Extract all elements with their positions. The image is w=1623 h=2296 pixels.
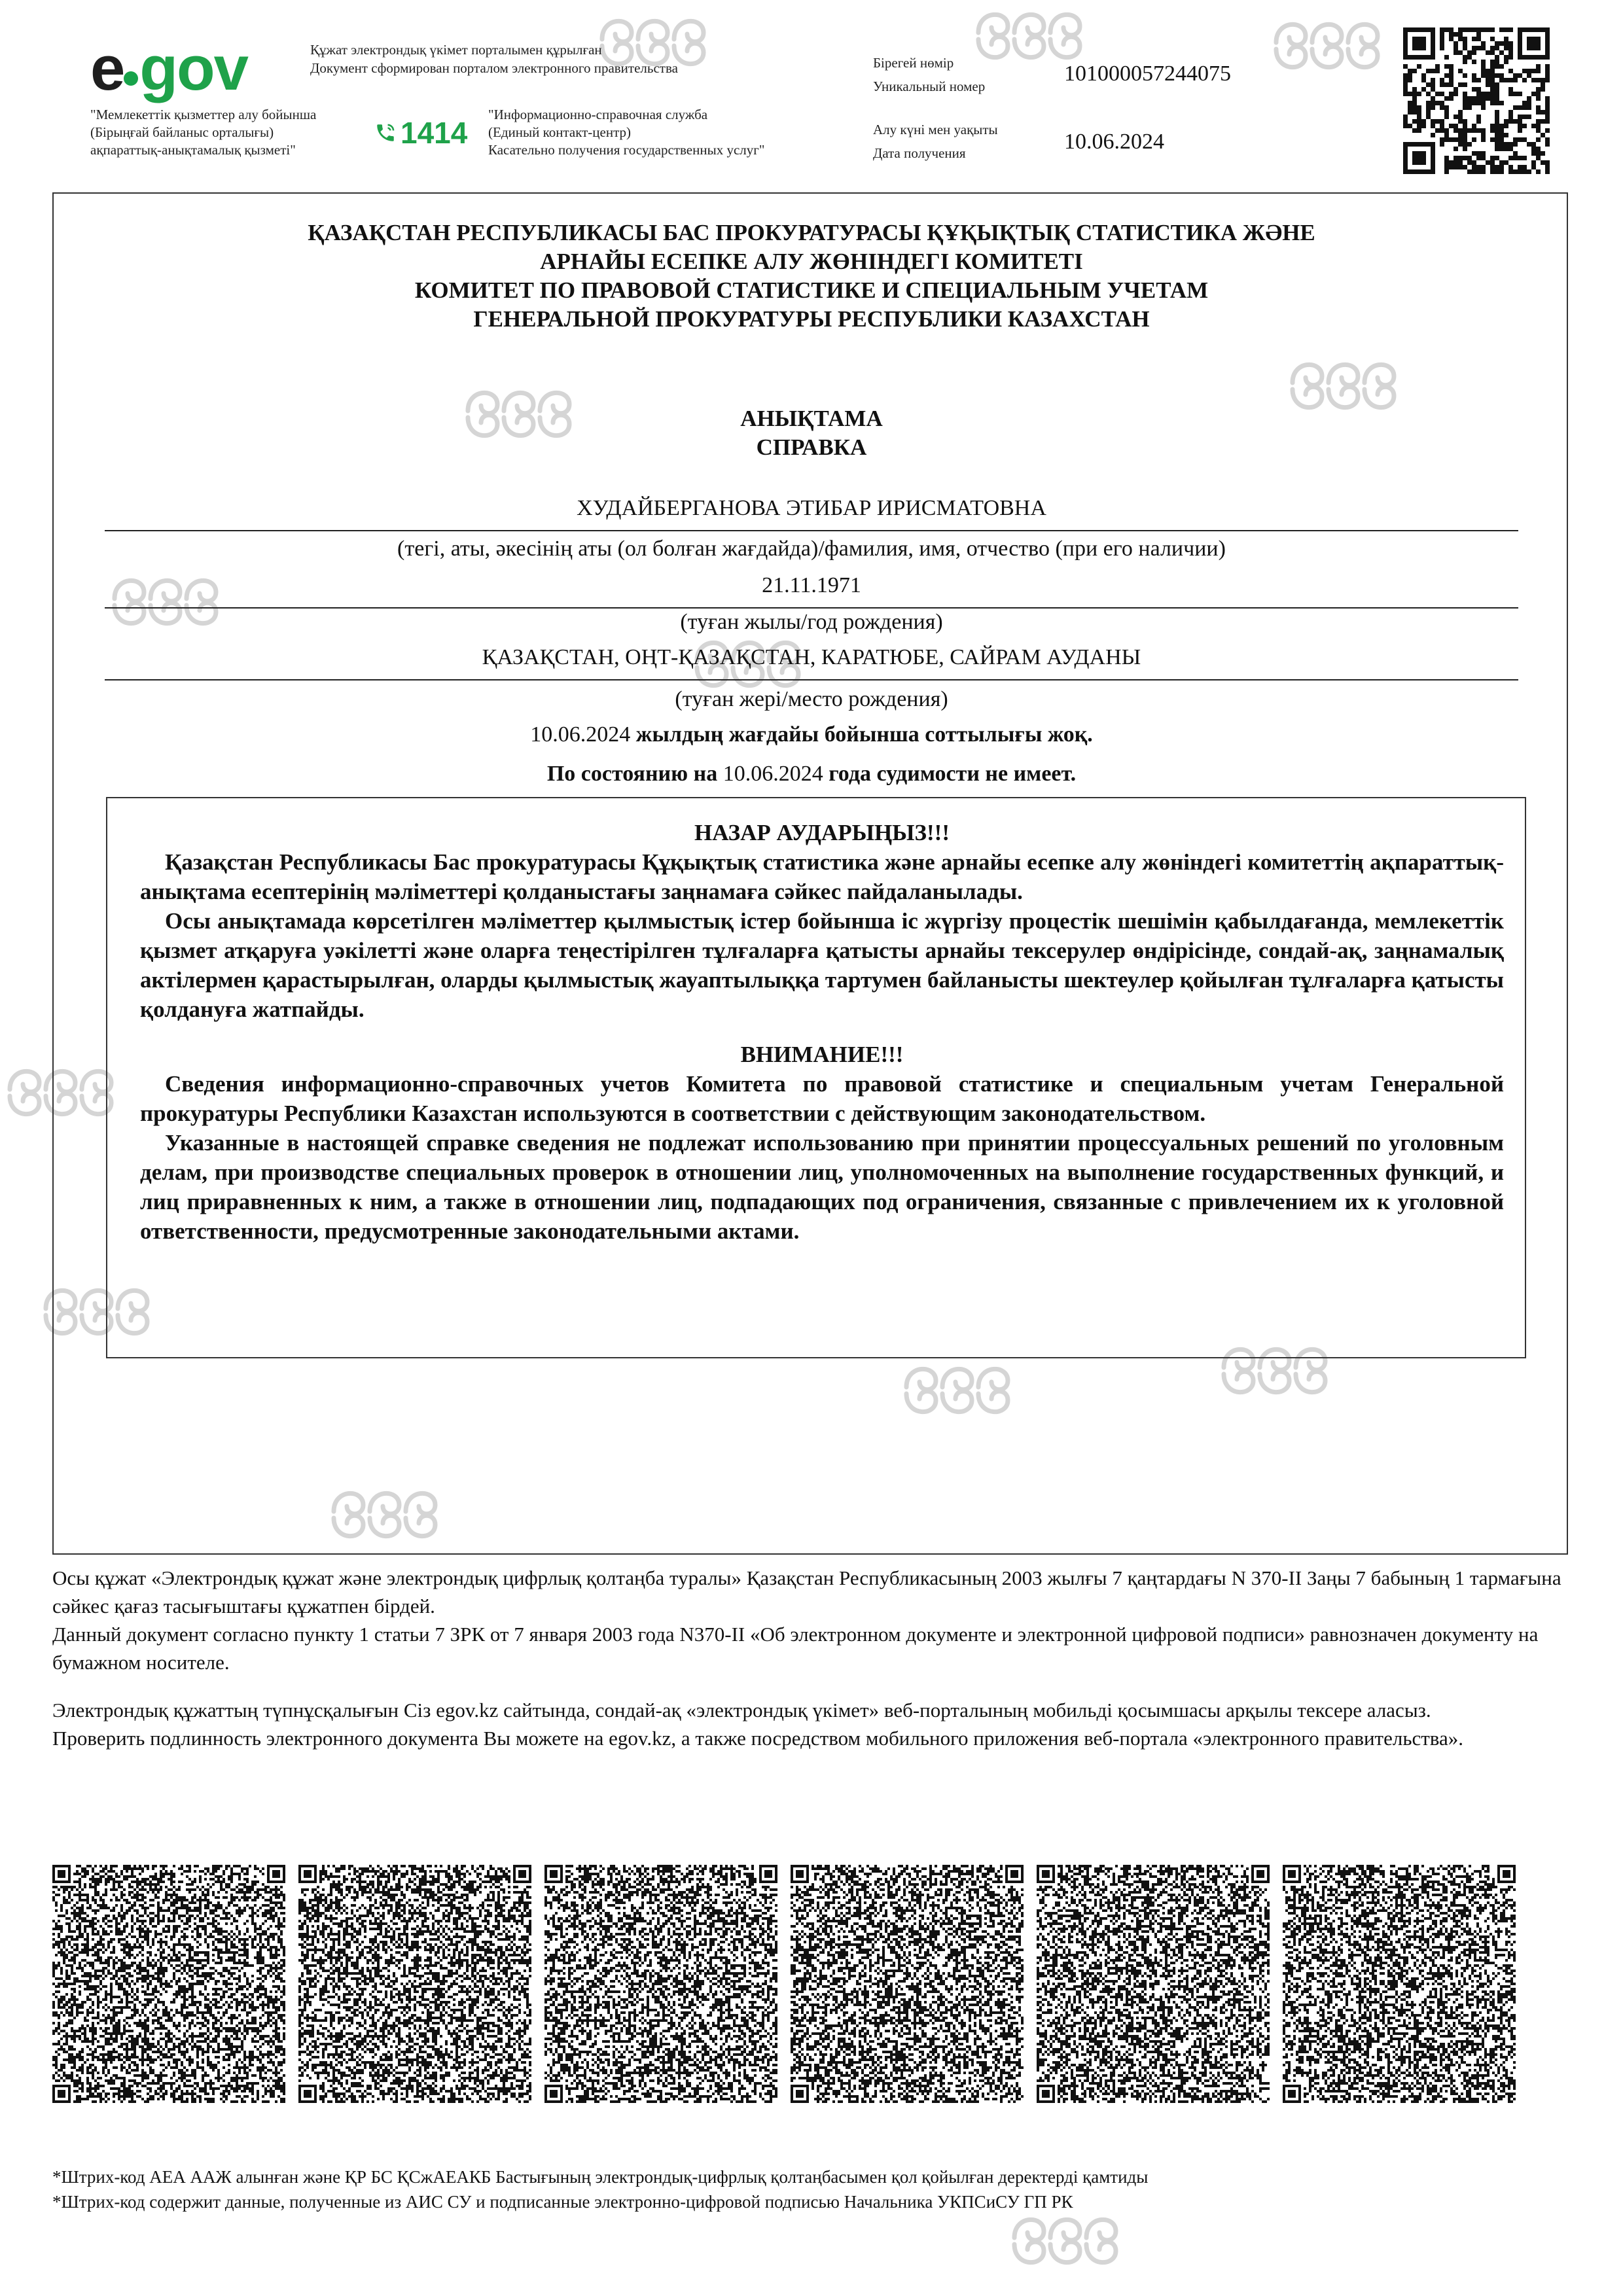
2d-barcode-icon xyxy=(791,1865,1024,2104)
issuer-title-line-2: АРНАЙЫ ЕСЕПКЕ АЛУ ЖӨНІНДЕГІ КОМИТЕТІ xyxy=(151,247,1472,276)
issuer-title-line-4: ГЕНЕРАЛЬНОЙ ПРОКУРАТУРЫ РЕСПУБЛИКИ КАЗАХСТАН xyxy=(151,305,1472,334)
birth-place: ҚАЗАҚСТАН, ОҢТ-ҚАЗАҚСТАН, КАРАТЮБЕ, САЙРАМ АУДАНЫ xyxy=(105,645,1518,670)
service-ru-line-1: "Информационно-справочная служба xyxy=(488,106,764,124)
full-name-caption: (тегі, аты, әкесінің аты (ол болған жағдайда)/фамилия, имя, отчество (при его наличии) xyxy=(105,537,1518,561)
issuer-title-line-3: КОМИТЕТ ПО ПРАВОВОЙ СТАТИСТИКЕ И СПЕЦИАЛЬНЫМ УЧЕТАМ xyxy=(151,276,1472,305)
legal-notice-ru: Данный документ согласно пункту 1 статьи 7 ЗРК от 7 января 2003 года N370-II «Об электронном документе и электронной цифровой подписи» равнозначен документу на бумажном носителе. xyxy=(52,1620,1564,1676)
qr-code-icon xyxy=(1403,27,1550,174)
notice-heading-ru: ВНИМАНИЕ!!! xyxy=(140,1040,1504,1069)
verification-notice xyxy=(52,1696,1564,1752)
notice-heading-kk: НАЗАР АУДАРЫҢЫЗ!!! xyxy=(140,818,1504,847)
2d-barcode-icon xyxy=(544,1865,777,2104)
name-underline xyxy=(105,530,1518,531)
status-kk-date: 10.06.2024 xyxy=(530,722,630,747)
receipt-date-value: 10.06.2024 xyxy=(1064,130,1164,154)
2d-barcode-icon xyxy=(1037,1865,1270,2104)
ornament-watermark-icon xyxy=(592,7,710,79)
birth-place-caption: (туған жері/место рождения) xyxy=(105,687,1518,712)
service-kk-line-1: "Мемлекеттік қызметтер алу бойынша xyxy=(90,106,316,124)
ornament-watermark-icon xyxy=(1005,2205,1122,2277)
record-status-ru xyxy=(105,762,1518,786)
document-type-kk: АНЫҚТАМА xyxy=(151,404,1472,433)
issuer-title-line-1: ҚАЗАҚСТАН РЕСПУБЛИКАСЫ БАС ПРОКУРАТУРАСЫ ҚҰҚЫҚТЫҚ СТАТИСТИКА ЖӘНЕ xyxy=(151,219,1472,247)
service-kk-line-2: (Бірыңғай байланыс орталығы) xyxy=(90,124,316,141)
document-type-ru: СПРАВКА xyxy=(151,433,1472,462)
ornament-watermark-icon xyxy=(969,0,1086,72)
logo-e: e xyxy=(90,33,124,105)
status-kk-text: жылдың жағдайы бойынша соттылығы жоқ. xyxy=(630,722,1093,747)
logo-dot xyxy=(124,71,138,86)
egov-logo xyxy=(90,33,247,105)
portal-caption-ru: Документ сформирован порталом электронного правительства xyxy=(310,59,678,77)
service-ru-line-3: Касательно получения государственных услуг" xyxy=(488,141,764,159)
record-status-kk xyxy=(105,722,1518,747)
status-ru-post: года судимости не имеет. xyxy=(823,762,1076,786)
contact-phone xyxy=(374,115,467,150)
phone-icon xyxy=(374,122,397,144)
barcode-footnote xyxy=(52,2164,1148,2214)
notice-paragraph-ru-2: Указанные в настоящей справке сведения не подлежат использованию при принятии процессуальных решений по уголовным делам, при производстве специальных проверок в отношении лиц, уполномоченных на выполнение государственных функций, и лиц приравненных к ним, а также в отношении лиц, подпадающих под ограничения, связанные с привлечением их к уголовной ответственности, предусмотренные законодательными актами. xyxy=(140,1128,1504,1246)
portal-caption-kk: Құжат электрондық үкімет порталымен құрылған xyxy=(310,41,678,59)
service-caption-kk xyxy=(90,106,316,159)
birth-date-caption: (туған жылы/год рождения) xyxy=(105,610,1518,635)
receipt-date-label xyxy=(873,118,998,165)
verification-notice-kk: Электрондық құжаттың түпнұсқалығын Сіз egov.kz сайтында, сондай-ақ «электрондық үкімет» веб-порталының мобильді қосымшасы арқылы тексере аласыз. xyxy=(52,1696,1564,1724)
unique-number-value: 101000057244075 xyxy=(1064,62,1231,86)
unique-label-kk: Бірегей нөмір xyxy=(873,51,985,75)
service-kk-line-3: ақпараттық-анықтамалық қызметі" xyxy=(90,141,316,159)
phone-number: 1414 xyxy=(401,115,467,150)
date-label-ru: Дата получения xyxy=(873,141,998,165)
notice-paragraph-kk-2: Осы анықтамада көрсетілген мәліметтер қылмыстық істер бойынша іс жүргізу процестік шешімін қабылдағанда, мемлекеттік қызмет атқаруға уәкілетті және оларға теңестірілген тұлғаларға қатысты арнайы тексерулер өндірісінде, сондай-ақ, заңнамалық актілермен қарастырылған, оларды қылмыстық жауаптылыққа тартумен байланысты шектеулер қойылған тұлғаларға қатысты қолдануға жатпайды. xyxy=(140,906,1504,1024)
status-ru-date: 10.06.2024 xyxy=(723,762,823,786)
service-ru-line-2: (Единый контакт-центр) xyxy=(488,124,764,141)
birth-date: 21.11.1971 xyxy=(105,573,1518,598)
ornament-watermark-icon xyxy=(1266,10,1384,82)
notice-text xyxy=(140,818,1504,1246)
birth-date-underline xyxy=(105,607,1518,609)
verification-notice-ru: Проверить подлинность электронного документа Вы можете на egov.kz, а также посредством мобильного приложения веб-портала «электронного правительства». xyxy=(52,1724,1564,1752)
legal-notice-kk: Осы құжат «Электрондық құжат және электрондық цифрлық қолтаңба туралы» Қазақстан Республикасының 2003 жылғы 7 қаңтардағы N 370-II Заңы 7 бабының 1 тармағына сәйкес қағаз тасығыштағы құжатпен бірдей. xyxy=(52,1564,1564,1620)
date-label-kk: Алу күні мен уақыты xyxy=(873,118,998,141)
2d-barcode-icon xyxy=(1283,1865,1516,2104)
issuer-title xyxy=(151,219,1472,334)
service-caption-ru xyxy=(488,106,764,159)
legal-notice xyxy=(52,1564,1564,1676)
unique-label-ru: Уникальный номер xyxy=(873,75,985,98)
status-ru-pre: По состоянию на xyxy=(547,762,723,786)
notice-paragraph-ru-1: Сведения информационно-справочных учетов Комитета по правовой статистике и специальным учетам Генеральной прокуратуры Республики Казахстан используются в соответствии с действующим законодательством. xyxy=(140,1069,1504,1128)
person-full-name: ХУДАЙБЕРГАНОВА ЭТИБАР ИРИСМАТОВНА xyxy=(105,496,1518,521)
barcode-footnote-kk: *Штрих-код АЕА ААЖ алынған және ҚР БС ҚСжАЕАКБ Бастығының электрондық-цифрлық қолтаңбасымен қол қойылған деректерді қамтиды xyxy=(52,2164,1148,2189)
2d-barcode-icon xyxy=(298,1865,531,2104)
2d-barcode-icon xyxy=(52,1865,285,2104)
notice-paragraph-kk-1: Қазақстан Республикасы Бас прокуратурасы Құқықтық статистика және арнайы есепке алу жөніндегі комитеттің ақпараттық-анықтама есептерінің мәліметтері қолданыстағы заңнамаға сәйкес пайдаланылады. xyxy=(140,847,1504,906)
barcode-footnote-ru: *Штрих-код содержит данные, полученные из АИС СУ и подписанные электронно-цифровой подписью Начальника УКПСиСУ ГП РК xyxy=(52,2189,1148,2214)
logo-gov: gov xyxy=(139,33,247,105)
birth-place-underline xyxy=(105,679,1518,680)
document-type xyxy=(151,404,1472,462)
